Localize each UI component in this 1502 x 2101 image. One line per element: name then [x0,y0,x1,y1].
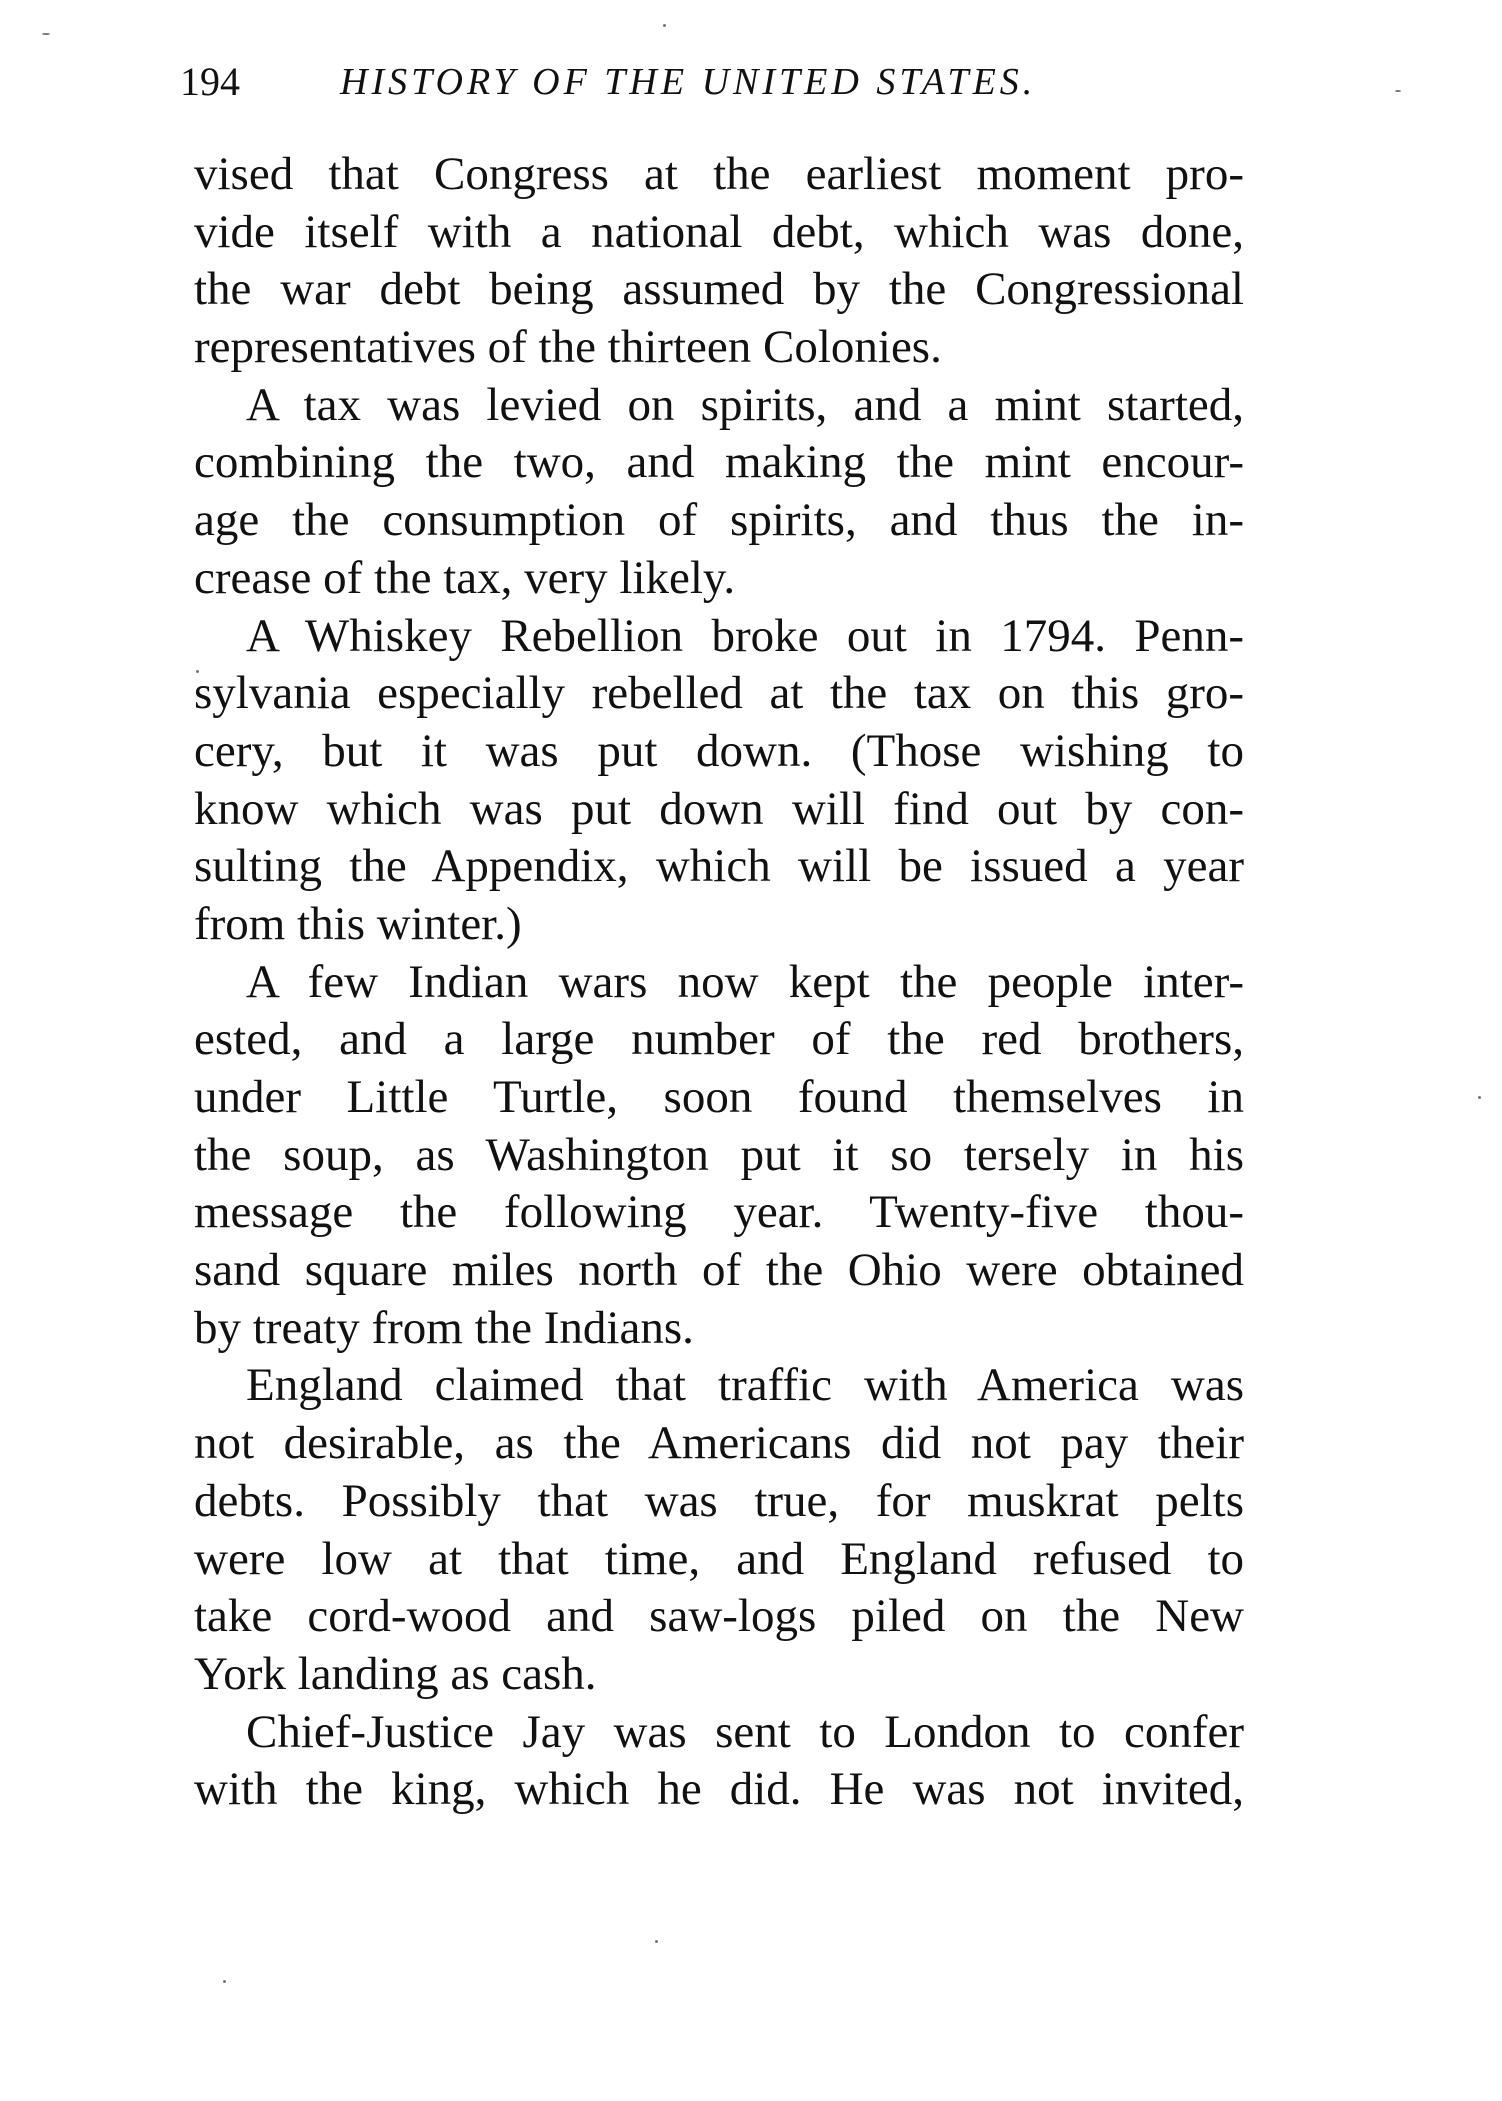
scan-speck [1395,90,1401,92]
text-line: Chief-Justice Jay was sent to London to confer [246,1705,1244,1758]
paragraph [194,146,1244,377]
text-line: A tax was levied on spirits, and a mint started, [246,378,1244,431]
scan-speck [663,24,666,27]
text-line: message the following year. Twenty-five thou- [194,1186,1244,1239]
page-header [180,52,1380,112]
text-line: sand square miles north of the Ohio were obtained [194,1244,1244,1297]
paragraph [194,608,1244,954]
page-number: 194 [180,59,240,104]
text-line: sylvania especially rebelled at the tax on this gro- [194,667,1244,720]
text-line: A Whiskey Rebellion broke out in 1794. Penn- [246,609,1244,662]
text-line: from this winter.) [194,897,522,950]
text-line: England claimed that traffic with America was [246,1359,1244,1412]
scan-speck [223,1980,226,1983]
text-line: take cord-wood and saw-logs piled on the New [194,1590,1244,1643]
paragraph [194,377,1244,608]
scan-speck [1478,1096,1481,1099]
text-line: ested, and a large number of the red brothers, [194,1013,1244,1066]
scan-speck [42,33,50,35]
paragraph [194,954,1244,1358]
text-line: know which was put down will find out by con- [194,782,1244,835]
text-line: the soup, as Washington put it so tersely in his [194,1128,1244,1181]
text-line: age the consumption of spirits, and thus the in- [194,494,1244,547]
body-text [194,146,1244,1819]
running-title: HISTORY OF THE UNITED STATES. [340,61,1037,103]
text-line: by treaty from the Indians. [194,1301,694,1354]
scan-speck [655,1940,658,1943]
text-line: representatives of the thirteen Colonies. [194,321,942,374]
text-line: not desirable, as the Americans did not pay their [194,1417,1244,1470]
text-line: debts. Possibly that was true, for muskrat pelts [194,1474,1244,1527]
text-line: vised that Congress at the earliest moment pro- [194,148,1244,200]
text-line: with the king, which he did. He was not invited, [194,1763,1244,1816]
text-line: vide itself with a national debt, which was done, [194,205,1244,258]
text-line: were low at that time, and England refused to [194,1532,1244,1585]
text-line: cery, but it was put down. (Those wishing to [194,724,1244,777]
text-line: A few Indian wars now kept the people inter- [246,955,1244,1008]
text-line: combining the two, and making the mint encour- [194,436,1244,489]
text-line: crease of the tax, very likely. [194,551,736,604]
text-line: sulting the Appendix, which will be issued a year [194,840,1244,893]
text-line: the war debt being assumed by the Congressional [194,263,1244,316]
text-line: York landing as cash. [194,1647,597,1700]
paragraph [194,1357,1244,1703]
paragraph [194,1704,1244,1819]
text-line: under Little Turtle, soon found themselves in [194,1071,1244,1123]
